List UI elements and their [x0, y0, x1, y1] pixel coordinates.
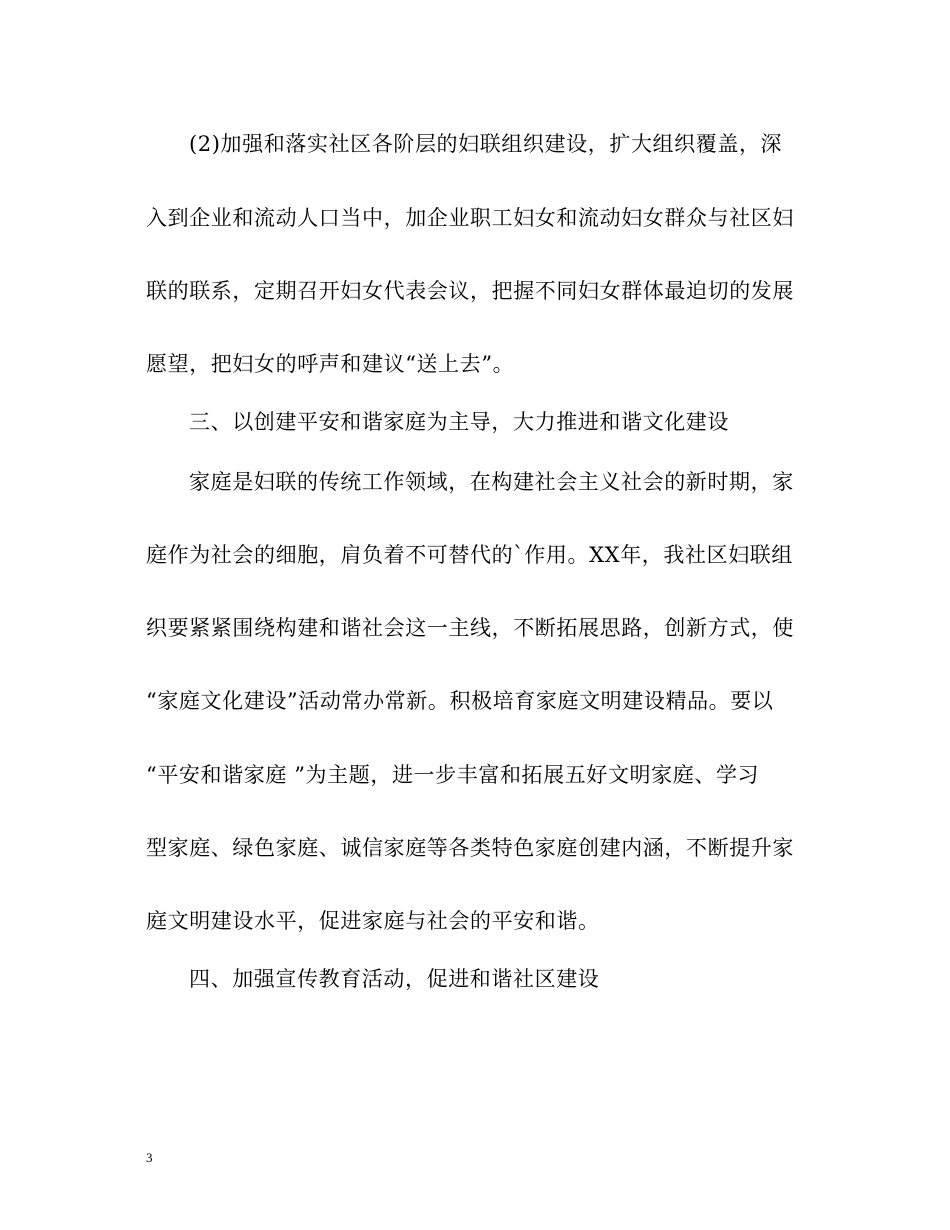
- paragraph-line: 愿望，把妇女的呼声和建议“送上去”。: [146, 352, 515, 376]
- paragraph-line: 织要紧紧围绕构建和谐社会这一主线，不断拓展思路，创新方式，使: [146, 616, 794, 640]
- paragraph-line: 联的联系，定期召开妇女代表会议，把握不同妇女群体最迫切的发展: [146, 279, 794, 303]
- paragraph-line: “家庭文化建设”活动常办常新。积极培育家庭文明建设精品。要以: [146, 689, 774, 713]
- paragraph-line: 型家庭、绿色家庭、诚信家庭等各类特色家庭创建内涵，不断提升家: [146, 836, 794, 860]
- section-heading: 三、以创建平安和谐家庭为主导，大力推进和谐文化建设: [189, 410, 729, 434]
- section-heading: 四、加强宣传教育活动，促进和谐社区建设: [189, 967, 600, 991]
- paragraph-line: 庭作为社会的细胞，肩负着不可替代的`作用。XX年，我社区妇联组: [146, 543, 793, 567]
- paragraph-line: 家庭是妇联的传统工作领域，在构建社会主义社会的新时期，家: [189, 470, 794, 494]
- paragraph-line: (2)加强和落实社区各阶层的妇联组织建设，扩大组织覆盖，深: [189, 132, 783, 156]
- paragraph-line: 庭文明建设水平，促进家庭与社会的平安和谐。: [146, 909, 600, 933]
- page-number: 3: [146, 1150, 153, 1165]
- paragraph-line: “平安和谐家庭 ”为主题，进一步丰富和拓展五好文明家庭、学习: [146, 763, 760, 787]
- paragraph-line: 入到企业和流动人口当中，加企业职工妇女和流动妇女群众与社区妇: [146, 206, 794, 230]
